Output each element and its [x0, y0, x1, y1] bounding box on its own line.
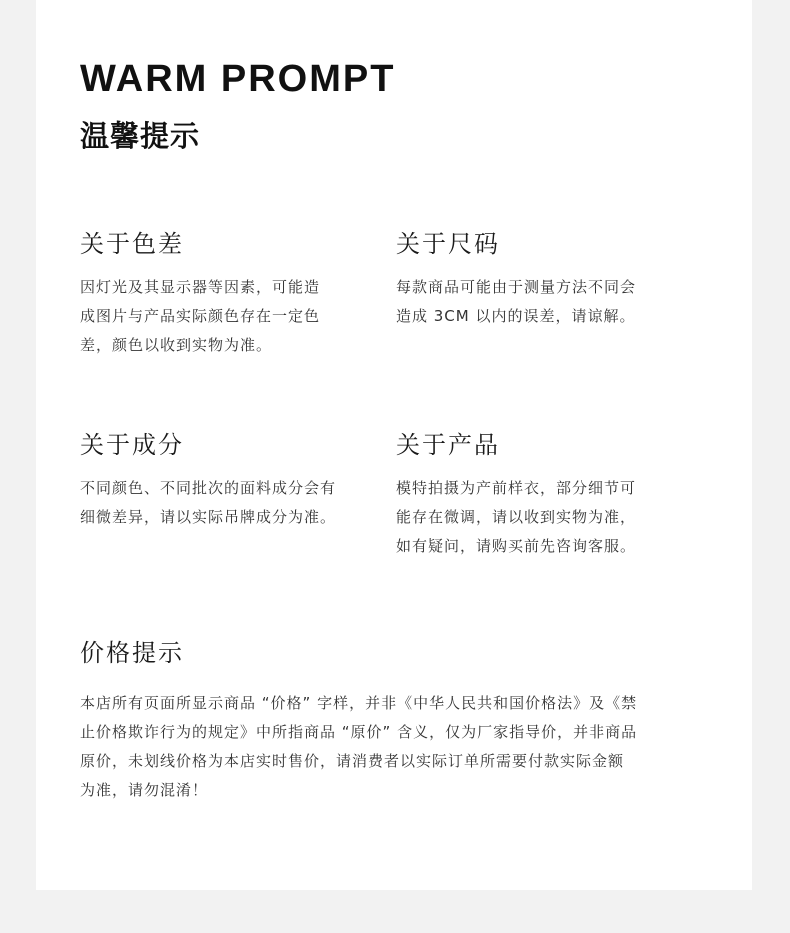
size-heading: 关于尺码: [396, 230, 500, 258]
title-english: WARM PROMPT: [80, 58, 396, 100]
price-notice-line: 止价格欺诈行为的规定》中所指商品 “原价” 含义，仅为厂家指导价，并非商品: [80, 723, 638, 741]
product-line: 能存在微调，请以收到实物为准，: [396, 508, 637, 526]
color-difference-line: 成图片与产品实际颜色存在一定色: [80, 307, 321, 325]
size-line: 造成 3CM 以内的误差，请谅解。: [396, 307, 636, 325]
material-line: 不同颜色、不同批次的面料成分会有: [80, 479, 337, 497]
price-notice-line: 原价，未划线价格为本店实时售价，请消费者以实际订单所需要付款实际金额: [80, 752, 625, 770]
color-difference-text: [80, 273, 320, 360]
color-difference-line: 差，颜色以收到实物为准。: [80, 336, 273, 354]
product-line: 如有疑问，请购买前先咨询客服。: [396, 537, 637, 555]
price-notice-line: 为准，请勿混淆！: [80, 781, 209, 799]
material-text: [80, 474, 336, 532]
size-text: [396, 273, 636, 331]
price-notice-text: [80, 689, 637, 805]
title-chinese: 温馨提示: [80, 119, 201, 153]
product-heading: 关于产品: [396, 431, 500, 459]
color-difference-line: 因灯光及其显示器等因素，可能造: [80, 278, 321, 296]
product-text: [396, 474, 636, 561]
price-notice-heading: 价格提示: [80, 639, 184, 667]
size-line: 每款商品可能由于测量方法不同会: [396, 278, 637, 296]
price-notice-line: 本店所有页面所显示商品 “价格” 字样，并非《中华人民共和国价格法》及《禁: [80, 694, 638, 712]
product-line: 模特拍摄为产前样衣，部分细节可: [396, 479, 637, 497]
color-difference-heading: 关于色差: [80, 230, 184, 258]
material-heading: 关于成分: [80, 431, 184, 459]
material-line: 细微差异，请以实际吊牌成分为准。: [80, 508, 337, 526]
